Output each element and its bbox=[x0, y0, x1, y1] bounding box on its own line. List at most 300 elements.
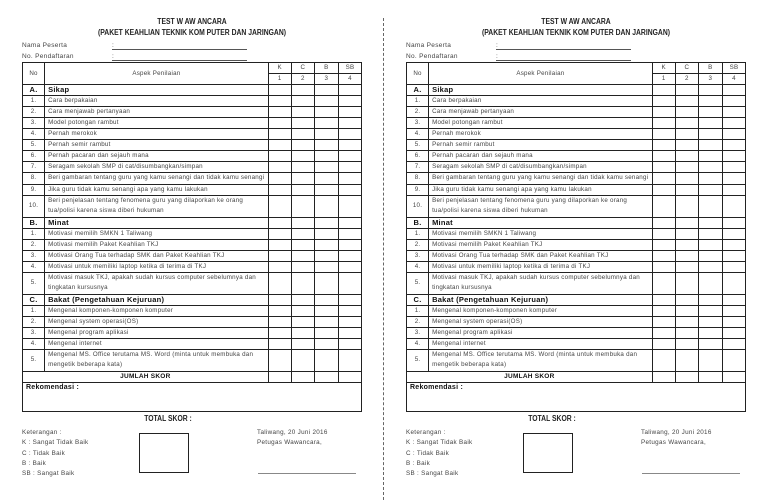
item-number: 7. bbox=[407, 162, 429, 173]
score-cell[interactable] bbox=[268, 140, 291, 151]
score-cell[interactable] bbox=[338, 228, 361, 239]
score-cell[interactable] bbox=[675, 173, 698, 185]
header-score-value: 3 bbox=[698, 74, 722, 85]
score-cell[interactable] bbox=[314, 85, 338, 96]
score-cell[interactable] bbox=[314, 129, 338, 140]
score-cell[interactable] bbox=[268, 250, 291, 261]
score-cell[interactable] bbox=[652, 327, 675, 338]
score-cell[interactable] bbox=[652, 107, 675, 118]
score-cell[interactable] bbox=[698, 173, 722, 185]
total-skor-label: TOTAL SKOR : bbox=[144, 414, 192, 423]
item-text: Beri gambaran tentang guru yang kamu senangi dan tidak kamu senangi bbox=[45, 173, 269, 185]
table-row bbox=[23, 195, 362, 217]
score-cell[interactable] bbox=[338, 305, 361, 316]
score-cell[interactable] bbox=[652, 129, 675, 140]
section-letter: A. bbox=[407, 85, 429, 96]
score-cell[interactable] bbox=[268, 107, 291, 118]
score-cell[interactable] bbox=[675, 272, 698, 294]
score-cell[interactable] bbox=[698, 217, 722, 228]
table-row bbox=[407, 239, 746, 250]
score-cell[interactable] bbox=[291, 250, 314, 261]
item-text: Mengenal MS. Office terutama MS. Word (minta untuk membuka dan mengetik beberapa kata) bbox=[45, 349, 269, 371]
total-skor-box[interactable] bbox=[139, 433, 189, 473]
legend bbox=[22, 428, 89, 479]
score-cell[interactable] bbox=[652, 316, 675, 327]
score-cell[interactable] bbox=[722, 184, 745, 195]
table-row bbox=[23, 327, 362, 338]
score-cell[interactable] bbox=[652, 349, 675, 371]
item-number: 2. bbox=[407, 239, 429, 250]
table-row bbox=[407, 305, 746, 316]
score-cell[interactable] bbox=[268, 349, 291, 371]
item-number: 10. bbox=[23, 195, 45, 217]
item-number: 2. bbox=[23, 107, 45, 118]
score-cell[interactable] bbox=[698, 294, 722, 305]
score-cell[interactable] bbox=[314, 184, 338, 195]
score-cell[interactable] bbox=[652, 371, 675, 382]
score-cell[interactable] bbox=[291, 272, 314, 294]
score-cell[interactable] bbox=[722, 250, 745, 261]
table-row bbox=[23, 107, 362, 118]
score-cell[interactable] bbox=[675, 184, 698, 195]
item-number: 8. bbox=[407, 173, 429, 185]
score-cell[interactable] bbox=[291, 107, 314, 118]
score-cell[interactable] bbox=[722, 338, 745, 349]
score-cell[interactable] bbox=[652, 85, 675, 96]
score-cell[interactable] bbox=[338, 371, 361, 382]
score-cell[interactable] bbox=[675, 217, 698, 228]
score-cell[interactable] bbox=[338, 239, 361, 250]
score-cell[interactable] bbox=[268, 162, 291, 173]
score-cell[interactable] bbox=[291, 129, 314, 140]
item-number: 3. bbox=[407, 118, 429, 129]
score-cell[interactable] bbox=[722, 305, 745, 316]
score-cell[interactable] bbox=[291, 338, 314, 349]
score-cell[interactable] bbox=[698, 107, 722, 118]
score-cell[interactable] bbox=[698, 349, 722, 371]
score-cell[interactable] bbox=[698, 272, 722, 294]
score-cell[interactable] bbox=[314, 371, 338, 382]
score-cell[interactable] bbox=[675, 85, 698, 96]
score-cell[interactable] bbox=[338, 129, 361, 140]
score-cell[interactable] bbox=[314, 173, 338, 185]
score-cell[interactable] bbox=[722, 349, 745, 371]
rekomendasi-field[interactable] bbox=[23, 382, 362, 411]
section-row bbox=[23, 294, 362, 305]
score-cell[interactable] bbox=[675, 294, 698, 305]
score-cell[interactable] bbox=[314, 294, 338, 305]
score-cell[interactable] bbox=[722, 217, 745, 228]
item-text: Pernah semir rambut bbox=[429, 140, 653, 151]
score-cell[interactable] bbox=[268, 173, 291, 185]
table-row bbox=[23, 338, 362, 349]
table-row bbox=[407, 349, 746, 371]
item-text: Cara menjawab pertanyaan bbox=[429, 107, 653, 118]
section-row bbox=[407, 217, 746, 228]
score-cell[interactable] bbox=[291, 162, 314, 173]
score-cell[interactable] bbox=[268, 228, 291, 239]
score-cell[interactable] bbox=[314, 250, 338, 261]
score-cell[interactable] bbox=[338, 294, 361, 305]
rekomendasi-field[interactable] bbox=[407, 382, 746, 411]
score-cell[interactable] bbox=[268, 129, 291, 140]
table-row bbox=[23, 173, 362, 185]
score-cell[interactable] bbox=[338, 272, 361, 294]
score-cell[interactable] bbox=[652, 239, 675, 250]
score-cell[interactable] bbox=[722, 228, 745, 239]
score-cell[interactable] bbox=[314, 118, 338, 129]
score-cell[interactable] bbox=[268, 85, 291, 96]
table-row bbox=[23, 129, 362, 140]
score-cell[interactable] bbox=[314, 316, 338, 327]
score-cell[interactable] bbox=[652, 338, 675, 349]
score-cell[interactable] bbox=[314, 327, 338, 338]
score-cell[interactable] bbox=[698, 338, 722, 349]
score-cell[interactable] bbox=[291, 228, 314, 239]
score-cell[interactable] bbox=[291, 118, 314, 129]
score-cell[interactable] bbox=[698, 96, 722, 107]
score-cell[interactable] bbox=[722, 129, 745, 140]
score-cell[interactable] bbox=[722, 85, 745, 96]
score-cell[interactable] bbox=[698, 140, 722, 151]
table-row bbox=[407, 195, 746, 217]
header-score-value: 3 bbox=[314, 74, 338, 85]
score-cell[interactable] bbox=[291, 239, 314, 250]
score-cell[interactable] bbox=[675, 118, 698, 129]
assessment-table bbox=[406, 62, 746, 412]
score-cell[interactable] bbox=[338, 118, 361, 129]
signer-role: Petugas Wawancara, bbox=[257, 439, 323, 447]
score-cell[interactable] bbox=[722, 195, 745, 217]
field-input-line[interactable]: : bbox=[496, 53, 631, 61]
table-row bbox=[407, 338, 746, 349]
score-cell[interactable] bbox=[675, 327, 698, 338]
score-cell[interactable] bbox=[652, 305, 675, 316]
score-cell[interactable] bbox=[314, 261, 338, 272]
item-text: Motivasi Orang Tua terhadap SMK dan Paket Keahlian TKJ bbox=[45, 250, 269, 261]
item-number: 4. bbox=[407, 261, 429, 272]
score-cell[interactable] bbox=[675, 316, 698, 327]
table-row bbox=[407, 261, 746, 272]
score-cell[interactable] bbox=[314, 107, 338, 118]
score-cell[interactable] bbox=[722, 173, 745, 185]
signature-block bbox=[257, 428, 328, 449]
score-cell[interactable] bbox=[338, 338, 361, 349]
field-label: Nama Peserta bbox=[406, 42, 452, 49]
legend-item: B : Baik bbox=[406, 459, 431, 467]
score-cell[interactable] bbox=[675, 129, 698, 140]
score-cell[interactable] bbox=[675, 338, 698, 349]
score-cell[interactable] bbox=[291, 96, 314, 107]
score-cell[interactable] bbox=[722, 371, 745, 382]
section-name: Minat bbox=[429, 217, 653, 228]
score-cell[interactable] bbox=[338, 195, 361, 217]
score-cell[interactable] bbox=[314, 338, 338, 349]
score-cell[interactable] bbox=[722, 162, 745, 173]
legend-title: Keterangan : bbox=[406, 429, 446, 436]
total-skor-box[interactable] bbox=[523, 433, 573, 473]
score-cell[interactable] bbox=[338, 261, 361, 272]
score-cell[interactable] bbox=[268, 327, 291, 338]
score-cell[interactable] bbox=[652, 173, 675, 185]
score-cell[interactable] bbox=[722, 261, 745, 272]
score-cell[interactable] bbox=[652, 162, 675, 173]
score-cell[interactable] bbox=[675, 151, 698, 162]
score-cell[interactable] bbox=[338, 107, 361, 118]
score-cell[interactable] bbox=[268, 96, 291, 107]
item-text: Model potongan rambut bbox=[429, 118, 653, 129]
score-cell[interactable] bbox=[675, 228, 698, 239]
header-score-value: 1 bbox=[652, 74, 675, 85]
item-number: 1. bbox=[23, 305, 45, 316]
score-cell[interactable] bbox=[722, 118, 745, 129]
score-cell[interactable] bbox=[698, 184, 722, 195]
score-cell[interactable] bbox=[291, 316, 314, 327]
legend-title: Keterangan : bbox=[22, 429, 62, 436]
header-score-value: 4 bbox=[338, 74, 361, 85]
score-cell[interactable] bbox=[698, 250, 722, 261]
header-score-label: K bbox=[268, 63, 291, 74]
score-cell[interactable] bbox=[652, 272, 675, 294]
score-cell[interactable] bbox=[314, 96, 338, 107]
item-text: Motivasi Orang Tua terhadap SMK dan Paket Keahlian TKJ bbox=[429, 250, 653, 261]
header-score-value: 2 bbox=[675, 74, 698, 85]
score-cell[interactable] bbox=[652, 294, 675, 305]
score-cell[interactable] bbox=[652, 250, 675, 261]
score-cell[interactable] bbox=[698, 162, 722, 173]
score-cell[interactable] bbox=[698, 261, 722, 272]
score-cell[interactable] bbox=[698, 151, 722, 162]
table-row bbox=[407, 140, 746, 151]
section-name: Sikap bbox=[429, 85, 653, 96]
score-cell[interactable] bbox=[675, 195, 698, 217]
score-cell[interactable] bbox=[291, 261, 314, 272]
score-cell[interactable] bbox=[338, 162, 361, 173]
score-cell[interactable] bbox=[338, 184, 361, 195]
score-cell[interactable] bbox=[314, 228, 338, 239]
score-cell[interactable] bbox=[722, 96, 745, 107]
item-text: Pernah pacaran dan sejauh mana bbox=[429, 151, 653, 162]
score-cell[interactable] bbox=[722, 272, 745, 294]
field-input-line[interactable]: : bbox=[112, 53, 247, 61]
score-cell[interactable] bbox=[722, 316, 745, 327]
score-cell[interactable] bbox=[268, 239, 291, 250]
section-letter: B. bbox=[407, 217, 429, 228]
score-cell[interactable] bbox=[698, 228, 722, 239]
score-cell[interactable] bbox=[698, 239, 722, 250]
item-text: Mengenal internet bbox=[45, 338, 269, 349]
score-cell[interactable] bbox=[268, 338, 291, 349]
score-cell[interactable] bbox=[338, 140, 361, 151]
field-label: No. Pendaftaran bbox=[406, 53, 458, 60]
score-cell[interactable] bbox=[268, 316, 291, 327]
form-subtitle: (PAKET KEAHLIAN TEKNIK KOM PUTER DAN JARINGAN) bbox=[481, 28, 671, 37]
score-cell[interactable] bbox=[268, 195, 291, 217]
score-cell[interactable] bbox=[338, 250, 361, 261]
table-row bbox=[407, 316, 746, 327]
item-number: 3. bbox=[407, 250, 429, 261]
score-cell[interactable] bbox=[652, 118, 675, 129]
assessment-table bbox=[22, 62, 362, 412]
score-cell[interactable] bbox=[314, 151, 338, 162]
score-cell[interactable] bbox=[698, 327, 722, 338]
score-cell[interactable] bbox=[314, 349, 338, 371]
score-cell[interactable] bbox=[314, 140, 338, 151]
table-row bbox=[23, 140, 362, 151]
section-letter: B. bbox=[23, 217, 45, 228]
item-number: 4. bbox=[23, 261, 45, 272]
item-number: 5. bbox=[23, 272, 45, 294]
score-cell[interactable] bbox=[314, 239, 338, 250]
legend-item: K : Sangat Tidak Baik bbox=[406, 439, 473, 447]
table-row bbox=[407, 129, 746, 140]
score-cell[interactable] bbox=[722, 151, 745, 162]
score-cell[interactable] bbox=[291, 327, 314, 338]
score-cell[interactable] bbox=[291, 151, 314, 162]
item-text: Mengenal program aplikasi bbox=[429, 327, 653, 338]
item-text: Motivasi masuk TKJ, apakah sudah kursus computer sebelumnya dan tingkatan kursusnya bbox=[45, 272, 269, 294]
section-row bbox=[407, 85, 746, 96]
score-cell[interactable] bbox=[338, 217, 361, 228]
section-name: Bakat (Pengetahuan Kejuruan) bbox=[45, 294, 269, 305]
score-cell[interactable] bbox=[652, 217, 675, 228]
field-label: No. Pendaftaran bbox=[22, 53, 74, 60]
score-cell[interactable] bbox=[268, 184, 291, 195]
score-cell[interactable] bbox=[291, 371, 314, 382]
item-text: Pernah semir rambut bbox=[45, 140, 269, 151]
score-cell[interactable] bbox=[652, 228, 675, 239]
item-number: 4. bbox=[23, 338, 45, 349]
table-row bbox=[23, 96, 362, 107]
score-cell[interactable] bbox=[675, 239, 698, 250]
score-cell[interactable] bbox=[291, 173, 314, 185]
item-number: 5. bbox=[407, 140, 429, 151]
score-cell[interactable] bbox=[338, 349, 361, 371]
field-input-line[interactable]: : bbox=[496, 42, 631, 50]
score-cell[interactable] bbox=[338, 96, 361, 107]
score-cell[interactable] bbox=[722, 327, 745, 338]
score-cell[interactable] bbox=[268, 371, 291, 382]
score-cell[interactable] bbox=[652, 195, 675, 217]
score-cell[interactable] bbox=[338, 316, 361, 327]
score-cell[interactable] bbox=[698, 85, 722, 96]
table-row bbox=[23, 316, 362, 327]
score-cell[interactable] bbox=[652, 261, 675, 272]
score-cell[interactable] bbox=[652, 184, 675, 195]
score-cell[interactable] bbox=[675, 107, 698, 118]
item-number: 6. bbox=[407, 151, 429, 162]
score-cell[interactable] bbox=[698, 371, 722, 382]
item-text: Mengenal internet bbox=[429, 338, 653, 349]
field-input-line[interactable]: : bbox=[112, 42, 247, 50]
score-cell[interactable] bbox=[675, 162, 698, 173]
signature-line[interactable] bbox=[258, 473, 356, 474]
score-cell[interactable] bbox=[314, 195, 338, 217]
table-row bbox=[407, 228, 746, 239]
score-cell[interactable] bbox=[268, 294, 291, 305]
score-cell[interactable] bbox=[698, 316, 722, 327]
score-cell[interactable] bbox=[291, 184, 314, 195]
score-cell[interactable] bbox=[698, 305, 722, 316]
score-cell[interactable] bbox=[338, 327, 361, 338]
header-aspek: Aspek Penilaian bbox=[45, 63, 269, 85]
score-cell[interactable] bbox=[268, 305, 291, 316]
table-row bbox=[407, 250, 746, 261]
score-cell[interactable] bbox=[675, 140, 698, 151]
score-cell[interactable] bbox=[291, 305, 314, 316]
table-row bbox=[407, 107, 746, 118]
score-cell[interactable] bbox=[675, 305, 698, 316]
score-cell[interactable] bbox=[675, 96, 698, 107]
item-text: Motivasi memilih SMKN 1 Taliwang bbox=[45, 228, 269, 239]
score-cell[interactable] bbox=[268, 217, 291, 228]
score-cell[interactable] bbox=[675, 349, 698, 371]
jumlah-skor-label: JUMLAH SKOR bbox=[23, 371, 269, 382]
score-cell[interactable] bbox=[722, 239, 745, 250]
score-cell[interactable] bbox=[291, 217, 314, 228]
table-row bbox=[23, 184, 362, 195]
score-cell[interactable] bbox=[268, 118, 291, 129]
item-text: Mengenal komponen-komponen komputer bbox=[429, 305, 653, 316]
score-cell[interactable] bbox=[291, 85, 314, 96]
item-text: Motivasi masuk TKJ, apakah sudah kursus computer sebelumnya dan tingkatan kursusnya bbox=[429, 272, 653, 294]
score-cell[interactable] bbox=[314, 272, 338, 294]
score-cell[interactable] bbox=[338, 151, 361, 162]
score-cell[interactable] bbox=[698, 195, 722, 217]
score-cell[interactable] bbox=[722, 140, 745, 151]
table-row bbox=[407, 96, 746, 107]
score-cell[interactable] bbox=[338, 85, 361, 96]
score-cell[interactable] bbox=[338, 173, 361, 185]
table-row bbox=[23, 250, 362, 261]
section-name: Minat bbox=[45, 217, 269, 228]
item-text: Jika guru tidak kamu senangi apa yang kamu lakukan bbox=[429, 184, 653, 195]
item-number: 1. bbox=[407, 305, 429, 316]
score-cell[interactable] bbox=[314, 305, 338, 316]
item-text: Mengenal MS. Office terutama MS. Word (minta untuk membuka dan mengetik beberapa kata) bbox=[429, 349, 653, 371]
score-cell[interactable] bbox=[291, 195, 314, 217]
score-cell[interactable] bbox=[652, 151, 675, 162]
score-cell[interactable] bbox=[268, 272, 291, 294]
score-cell[interactable] bbox=[268, 151, 291, 162]
score-cell[interactable] bbox=[722, 294, 745, 305]
score-cell[interactable] bbox=[722, 107, 745, 118]
score-cell[interactable] bbox=[291, 294, 314, 305]
signature-line[interactable] bbox=[642, 473, 740, 474]
table-row bbox=[23, 239, 362, 250]
item-number: 5. bbox=[407, 349, 429, 371]
form-title: TEST W AW ANCARA bbox=[541, 17, 611, 26]
score-cell[interactable] bbox=[675, 261, 698, 272]
score-cell[interactable] bbox=[652, 140, 675, 151]
score-cell[interactable] bbox=[314, 162, 338, 173]
score-cell[interactable] bbox=[652, 96, 675, 107]
score-cell[interactable] bbox=[675, 250, 698, 261]
header-score-value: 2 bbox=[291, 74, 314, 85]
score-cell[interactable] bbox=[268, 261, 291, 272]
section-letter: A. bbox=[23, 85, 45, 96]
item-text: Pernah merokok bbox=[45, 129, 269, 140]
score-cell[interactable] bbox=[314, 217, 338, 228]
score-cell[interactable] bbox=[291, 140, 314, 151]
score-cell[interactable] bbox=[291, 349, 314, 371]
table-row bbox=[23, 228, 362, 239]
score-cell[interactable] bbox=[698, 118, 722, 129]
score-cell[interactable] bbox=[675, 371, 698, 382]
signature-block bbox=[641, 428, 712, 449]
rekomendasi-label: Rekomendasi : bbox=[26, 383, 80, 391]
score-cell[interactable] bbox=[698, 129, 722, 140]
